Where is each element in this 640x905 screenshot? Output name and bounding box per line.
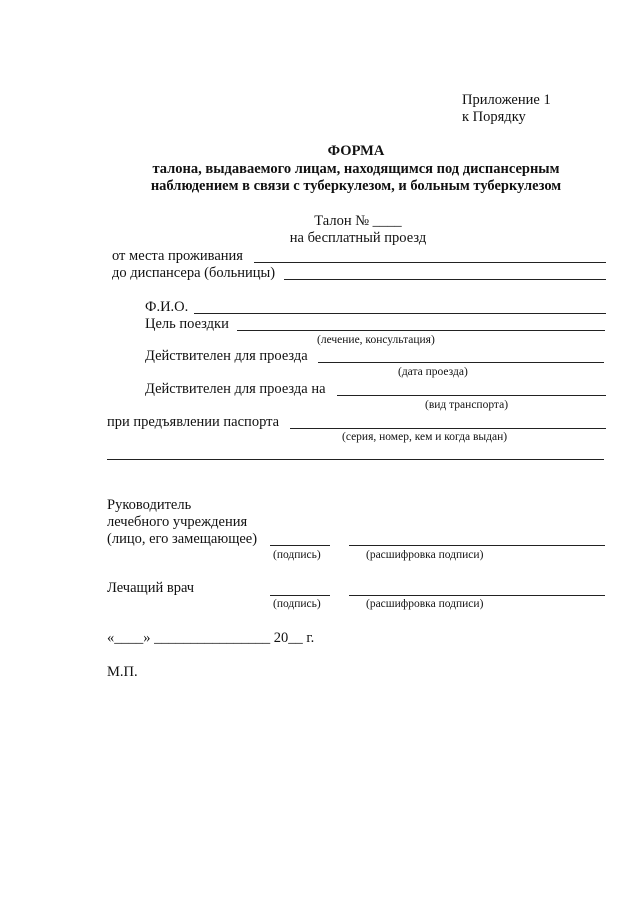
purpose-line [237,330,605,331]
valid-date-hint: (дата проезда) [398,366,468,378]
from-label: от места проживания [112,248,243,264]
form-title-line-2: наблюдением в связи с туберкулезом, и больным туберкулезом [150,178,562,194]
stamp-label: М.П. [107,664,138,680]
head-label-2: лечебного учреждения [107,514,248,530]
doctor-decoding-line [349,595,605,596]
form-title-line-1: талона, выдаваемого лицам, находящимся под диспансерным [152,161,560,177]
head-signature-line [270,545,330,546]
head-decoding-line [349,545,605,546]
to-label: до диспансера (больницы) [112,265,276,281]
head-label-3: (лицо, его замещающее) [107,531,258,547]
head-decoding-hint: (расшифровка подписи) [366,549,484,561]
appendix-line-1: Приложение 1 [462,92,551,108]
purpose-label: Цель поездки [145,316,229,332]
valid-date-label: Действителен для проезда [145,348,308,364]
passport-label: при предъявлении паспорта [107,414,280,430]
date-line: «____» ________________ 20__ г. [107,630,315,646]
to-line [284,279,606,280]
doctor-signature-hint: (подпись) [273,598,321,610]
valid-transport-hint: (вид транспорта) [425,399,509,411]
passport-hint: (серия, номер, кем и когда выдан) [342,431,508,443]
head-label-1: Руководитель [107,497,192,513]
talon-number: Талон № ____ [314,213,402,229]
passport-line-2 [107,459,604,460]
purpose-hint: (лечение, консультация) [317,334,435,346]
form-heading: ФОРМА [327,143,385,159]
valid-transport-line [337,395,606,396]
talon-subtitle: на бесплатный проезд [289,230,427,246]
fio-label: Ф.И.О. [145,299,189,315]
head-signature-hint: (подпись) [273,549,321,561]
fio-line [194,313,606,314]
doctor-signature-line [270,595,330,596]
appendix-line-2: к Порядку [462,109,526,125]
doctor-decoding-hint: (расшифровка подписи) [366,598,484,610]
valid-transport-label: Действителен для проезда на [145,381,326,397]
from-line [254,262,606,263]
valid-date-line [318,362,604,363]
doctor-label: Лечащий врач [107,580,195,596]
passport-line [290,428,606,429]
